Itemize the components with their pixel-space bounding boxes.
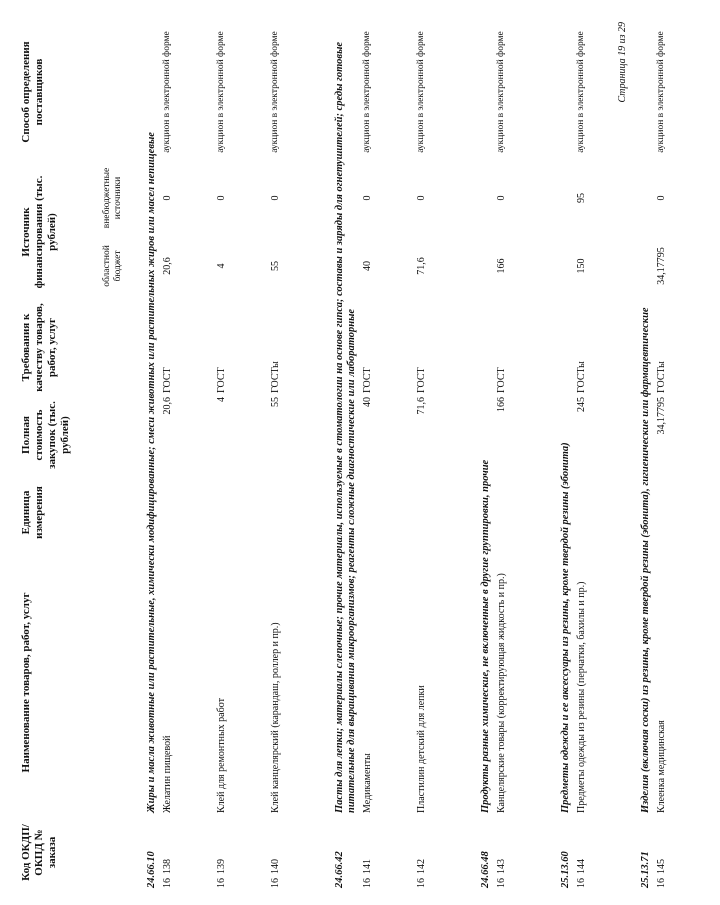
item-name: Пластилин детский для лепки [416,685,428,813]
item-name: Клеенка медицинская [656,720,668,813]
page-number: Страница 19 из 29 [617,22,628,103]
order-number: 143 [496,859,508,874]
group-code: 25.13.60 [560,851,572,888]
order-code [492,815,546,890]
table-row [212,20,266,890]
item-unit [158,475,212,550]
item-extra: 0 [216,195,228,201]
table-row [572,20,626,890]
header-cost: Полная стоимость закупок (тыс. рублей) [20,401,71,469]
order-code-prefix: 16 [270,878,282,888]
item-method: аукцион в электронной форме [416,31,427,153]
item-budget: 71,6 [416,257,428,275]
table-row [492,20,546,890]
item-extra: 95 [576,193,588,203]
item-cost: 55 [270,397,282,407]
order-code [358,815,412,890]
item-name: Клей канцелярский (карандаш, роллер и пр.) [270,622,282,813]
group-row [560,20,572,890]
group-code: 24.66.48 [480,851,492,888]
item-requirements: ГОСТ [216,367,228,393]
order-code-prefix: 16 [656,878,668,888]
header-financing: Источник финансирования (тыс. рублей) [20,175,58,289]
item-cost: 245 [576,397,588,412]
group-title: Пасты для лепки; материалы слепочные; прочие материалы, используемые в стоматологии на основе гипса; составы и заряды для огнетушителей; среды готовые питательные для выращивания микроорганизмов; реагенты сложные диагностические или лабораторные [334,41,358,813]
item-requirements: ГОСТ [362,367,374,393]
item-method: аукцион в электронной форме [162,31,173,153]
item-name: Клей для ремонтных работ [216,698,228,813]
item-requirements: ГОСТ [416,367,428,393]
item-budget: 40 [362,261,374,271]
header-fin-budget: областной бюджет [102,245,124,287]
item-requirements: ГОСТ [496,367,508,393]
item-unit [412,475,466,550]
group-row [480,20,492,890]
item-budget: 20,6 [162,257,174,275]
item-extra: 0 [656,195,668,201]
table-row [412,20,466,890]
group-row [640,20,652,890]
item-extra: 0 [416,195,428,201]
item-extra: 0 [362,195,374,201]
group-title: Изделия (включая соски) из резины, кроме твердой резины (эбонита), гигиенические или фармацевтические [640,307,652,813]
table-body [146,20,720,890]
group-row [146,20,158,890]
order-code [212,815,266,890]
item-name: Желатин пищевой [162,735,174,813]
header-name: Наименование товаров, работ, услуг [20,592,32,773]
group-row [334,20,358,890]
order-code [266,815,320,890]
item-budget: 55 [270,261,282,271]
item-method: аукцион в электронной форме [216,31,227,153]
header-requirements: Требования к качеству товаров, работ, услуг [20,303,58,392]
item-method: аукцион в электронной форме [496,31,507,153]
item-budget: 150 [576,258,588,274]
order-number: 142 [416,859,428,874]
order-code [412,815,466,890]
item-unit [358,475,412,550]
item-method: аукцион в электронной форме [576,31,587,153]
order-number: 145 [656,859,668,874]
table-row [158,20,212,890]
item-name: Медикаменты [362,753,374,813]
group-title: Предметы одежды и ее аксессуары из резины, кроме твердой резины (эбонита) [560,442,572,813]
item-method: аукцион в электронной форме [270,31,281,153]
procurement-table [20,20,720,890]
order-number: 139 [216,859,228,874]
group-title: Продукты разные химические, не включенные в другие группировки, прочие [480,459,492,813]
order-code [158,815,212,890]
item-extra: 0 [162,195,174,201]
order-code-prefix: 16 [576,878,588,888]
table-row [652,20,706,890]
group-code: 24.66.10 [146,851,157,888]
order-number: 140 [270,859,282,874]
item-unit [572,475,626,550]
order-number: 141 [362,859,374,874]
item-extra: 0 [496,195,508,201]
item-extra: 0 [270,195,282,201]
item-unit [212,475,266,550]
item-cost: 34,17795 [656,397,668,435]
order-code [652,815,706,890]
item-name: Канцелярские товары (корректирующая жидкость и пр.) [496,573,508,813]
item-requirements: ГОСТ [162,367,174,393]
item-name: Предметы одежды из резины (перчатки, бахилы и пр.) [576,581,588,813]
item-cost: 40 [362,397,374,407]
item-method: аукцион в электронной форме [362,31,373,153]
group-title: Жиры и масла животные или растительные, химически модифицированные; смеси животных или растительных жиров или масел непищевые [146,132,157,813]
item-unit [266,475,320,550]
item-cost: 4 [216,397,228,402]
table-row [358,20,412,890]
group-code: 24.66.42 [334,851,346,888]
item-requirements: ГОСТы [270,361,282,393]
item-budget: 34,17795 [656,247,668,285]
item-cost: 20,6 [162,397,174,415]
item-budget: 166 [496,258,508,274]
header-code: Код ОКДП/ ОКПД № заказа [20,824,58,881]
item-unit [652,475,706,550]
order-code-prefix: 16 [496,878,508,888]
order-code-prefix: 16 [362,878,374,888]
item-method: аукцион в электронной форме [656,31,667,153]
item-unit [492,475,546,550]
item-requirements: ГОСТы [656,361,668,393]
header-fin-extra: внебюджетные источники [102,167,124,229]
order-code-prefix: 16 [162,878,174,888]
header-method: Способ определения поставщиков [20,41,45,143]
order-code-prefix: 16 [216,878,228,888]
item-requirements: ГОСТы [576,361,588,393]
item-cost: 71,6 [416,397,428,415]
table-row [266,20,320,890]
item-cost: 166 [496,397,508,412]
order-code [572,815,626,890]
order-number: 144 [576,859,588,874]
order-number: 138 [162,859,174,874]
order-code-prefix: 16 [416,878,428,888]
item-budget: 4 [216,263,228,269]
header-unit: Единица измерения [20,486,45,539]
group-code: 25.13.71 [640,851,652,888]
